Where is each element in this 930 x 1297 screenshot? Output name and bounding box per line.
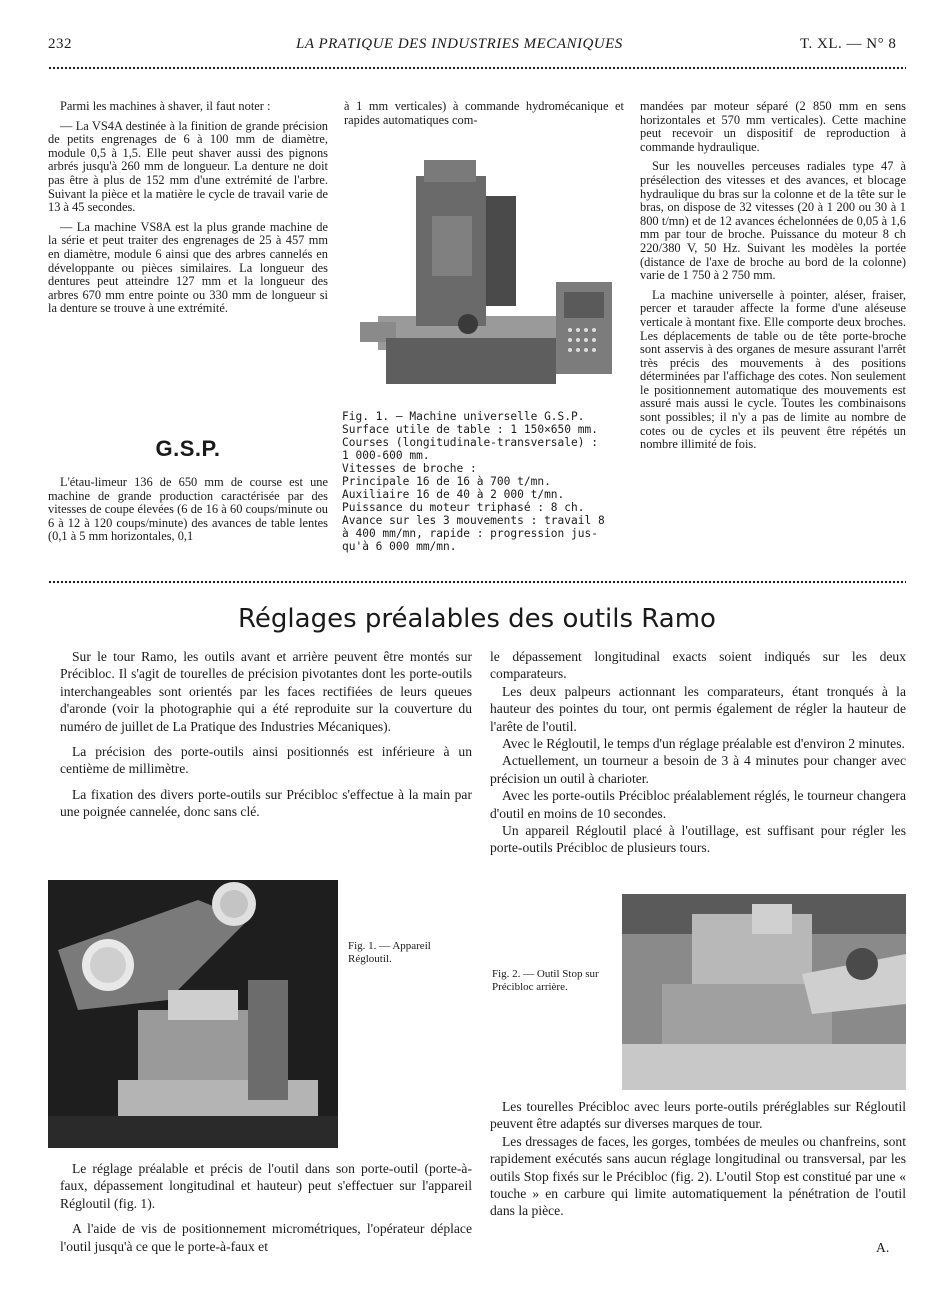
figure-caption-regloutil: Fig. 1. — Appareil Régloutil. (348, 940, 431, 965)
machine-photo (356, 146, 618, 402)
top-column-1b (48, 476, 328, 544)
paragraph: Parmi les machines à shaver, il faut noter : (60, 99, 271, 113)
page-number: 232 (48, 36, 72, 52)
top-column-3 (640, 100, 906, 452)
caption-line: Fig. 1. — Machine universelle G.S.P. (342, 410, 585, 423)
caption-line: Courses (longitudinale-transversale) : (342, 436, 598, 449)
caption-line: Puissance du moteur triphasé : 8 ch. (342, 501, 585, 514)
paragraph: Un appareil Régloutil placé à l'outillage, est suffisant pour régler les porte-outils Précibloc de plusieurs tours. (490, 823, 906, 856)
paragraph: La précision des porte-outils ainsi positionnés est inférieure à un centième de millimètre. (60, 744, 472, 777)
caption-line: à 400 mm/mn, rapide : progression jus- (342, 527, 598, 540)
caption-line: Principale 16 de 16 à 700 t/mn. (342, 475, 551, 488)
paragraph: Les deux palpeurs actionnant les comparateurs, étant tronqués à la hauteur des pointes du tour, ont permis également de régler la hauteur de l'arête de l'outil. (490, 683, 906, 734)
paragraph: à 1 mm verticales) à commande hydromécanique et rapides automatiques com- (344, 99, 624, 127)
paragraph: Sur les nouvelles perceuses radiales type 47 à présélection des vitesses et des avances, et blocage hydraulique du bras sur la colonne et de la tête sur le bras, on dispose de 32 vitesses (20 à 1 200 ou 30 à 1 800 t/mn) et de 12 avances échelonnées de 0,05 à 1,6 mm par tour de broche. Puissance du moteur 8 ch 220/380 V, 50 Hz. Suivant les modèles la portée (distance de l'axe de broche au bord de la colonne) varie de 1 750 à 2 750 mm. (640, 159, 906, 283)
paragraph: Avec le Régloutil, le temps d'un réglage préalable est d'environ 2 minutes. (502, 736, 905, 752)
paragraph: Les dressages de faces, les gorges, tombées de meules ou chanfreins, sont rapidement exécutés sans aucun réglage longitudinal ou transversal, par les outils Stop fixés sur le Précibloc (fig. 2). L'outil Stop est constitué par une « touche » en carbure qui limite automatiquement la pénétration de l'outil dans la pièce. (490, 1133, 906, 1219)
issue-number: T. XL. — N° 8 (800, 36, 897, 52)
paragraph: Les tourelles Précibloc avec leurs porte-outils préréglables sur Régloutil peuvent être adaptés sur diverses marques de tour. (490, 1099, 906, 1132)
article-left-column (60, 648, 472, 821)
figure-caption-gsp (342, 410, 605, 553)
paragraph: — La VS4A destinée à la finition de grande précision de petits engrenages de 6 à 100 mm de diamètre, module 0,5 à 1,5. Elle peut shaver aussi des pignons arbrés jusqu'à 260 mm de longueur. La denture ne doit pas être à plus de 152 mm d'une extrémité de l'arbre. Suivant la pièce et la matière le cycle de travail varie de 13 à 45 secondes. (48, 118, 328, 215)
paragraph: A l'aide de vis de positionnement micrométriques, l'opérateur déplace l'outil jusqu'à ce que le porte-à-faux et (60, 1221, 472, 1254)
article-right-column (490, 648, 906, 857)
caption-line: Surface utile de table : 1 150×650 mm. (342, 423, 598, 436)
paragraph: L'étau-limeur 136 de 650 mm de course est une machine de grande production caractérisée par des vitesses de coupe élevées (6 de 16 à 60 coups/minute ou 6 à 12 à 120 coups/minute) des avances de table lentes (0,1 à 5 mm horizontales, 0,1 (48, 475, 328, 544)
outil-stop-photo (622, 894, 906, 1090)
article-bottom-left (60, 1160, 472, 1255)
top-column-1 (48, 100, 328, 316)
figure-caption-outil-stop: Fig. 2. — Outil Stop sur Précibloc arrière. (492, 968, 599, 993)
author-signature: A. (876, 1240, 890, 1255)
paragraph: mandées par moteur séparé (2 850 mm en sens horizontales et 570 mm verticales). Cette machine peut recevoir un dispositif de reproduction à commande hydraulique. (640, 99, 906, 154)
caption-line: Auxiliaire 16 de 40 à 2 000 t/mn. (342, 488, 565, 501)
paragraph: — La machine VS8A est la plus grande machine de la série et peut traiter des engrenages de 25 à 457 mm en diamètre, module 6 ainsi que des arbres cannelés en développante ou pièces similaires. La longueur des dentures peut atteindre 127 mm et la longueur des arbres 670 mm entre pointe ou 330 mm de longueur si la denture se trouve à une extrémité. (48, 219, 328, 316)
caption-line: Avance sur les 3 mouvements : travail 8 (342, 514, 605, 527)
top-column-2 (344, 100, 624, 127)
section-divider (48, 580, 906, 584)
paragraph: Actuellement, un tourneur a besoin de 3 à 4 minutes pour changer avec précision un outil à charioter. (490, 753, 906, 786)
paragraph: Avec les porte-outils Précibloc préalablement réglés, le tourneur changera d'outil en moins de 10 secondes. (490, 788, 906, 821)
section-heading-gsp: G.S.P. (155, 436, 221, 461)
article-bottom-right (490, 1098, 906, 1220)
article-title: Réglages préalables des outils Ramo (238, 604, 716, 634)
regloutil-photo (48, 880, 338, 1148)
paragraph: La machine universelle à pointer, aléser, fraiser, percer et tarauder affecte la forme d'une aléseuse verticale à montant fixe. Elle comporte deux broches. Les déplacements de table ou de tête porte-broche sont asservis à des organes de mesure assurant l'arrêt très précis des mouvements à des positions déterminées par l'affichage des cotes. Non seulement le positionnement automatique des mouvements est assuré mais aussi le cycle. Toutes les combinaisons sont possibles; il n'y a pas de limite au nombre de cotes ou de cycles et ils peuvent être répétés un nombre illimité de fois. (640, 287, 906, 452)
caption-line: qu'à 6 000 mm/mn. (342, 540, 457, 553)
journal-title: LA PRATIQUE DES INDUSTRIES MECANIQUES (296, 36, 623, 52)
caption-line: 1 000-600 mm. (342, 449, 430, 462)
caption-line: Vitesses de broche : (342, 462, 477, 475)
paragraph: Sur le tour Ramo, les outils avant et arrière peuvent être montés sur Précibloc. Il s'agit de tourelles de précision pivotantes dont les porte-outils interchangeables sont orientés par les faces rectifiées de leurs queues d'aronde (voir la photographie qui a été reproduite sur la couverture du numéro de juillet de La Pratique des Industries Mécaniques). (60, 649, 472, 734)
header-divider (48, 66, 906, 70)
paragraph: Le réglage préalable et précis de l'outil dans son porte-outil (porte-à-faux, dépassement longitudinal et hauteur) peut s'effectuer sur l'appareil Régloutil (fig. 1). (60, 1161, 472, 1211)
paragraph: La fixation des divers porte-outils sur Précibloc s'effectue à la main par une poignée cannelée, donc sans clé. (60, 786, 472, 820)
paragraph: le dépassement longitudinal exacts soient indiqués sur les deux comparateurs. (490, 649, 906, 682)
